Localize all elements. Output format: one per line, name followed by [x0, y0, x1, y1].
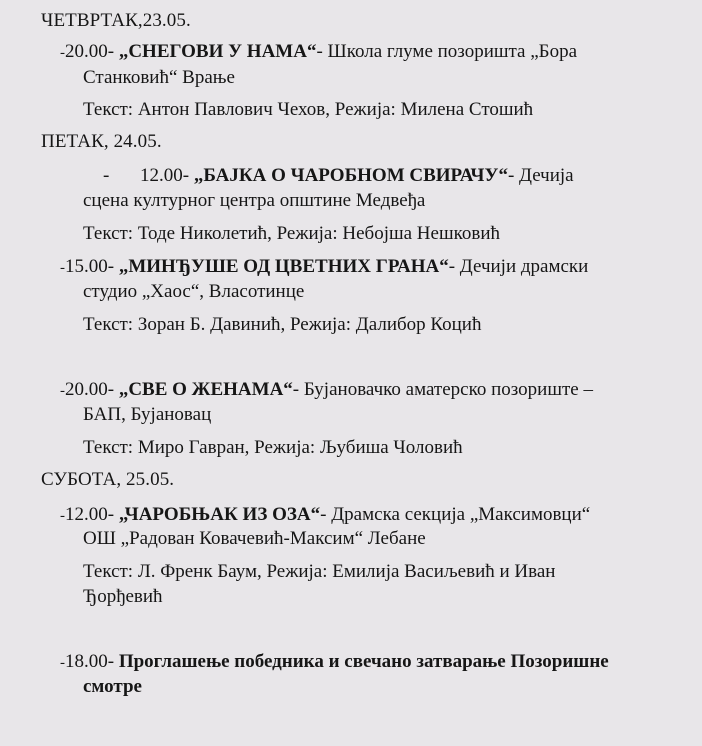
event-time: 12.00 [65, 504, 108, 525]
day-heading-friday: ПЕТАК, 24.05. [41, 131, 162, 152]
event-row: -12.00- „ЧАРОБЊАК ИЗ ОЗА“- Драмска секција „Максимовци“ [60, 504, 591, 525]
event-dash: - [103, 165, 110, 186]
event-row: -15.00- „МИНЂУШЕ ОД ЦВЕТНИХ ГРАНА“- Дечији драмски [60, 256, 589, 277]
event-time: 20.00 [65, 379, 108, 400]
event-dash: - [60, 260, 65, 276]
event-credits-continued: Ђорђевић [83, 586, 163, 607]
event-dash: - [60, 655, 65, 671]
event-row [103, 165, 109, 187]
event-title-continued: смотре [83, 676, 142, 697]
event-dash: - [60, 45, 65, 61]
event-time: 15.00 [65, 256, 108, 277]
event-row: -20.00- „СВЕ О ЖЕНАМА“- Бујановачко аматерско позориште – [60, 379, 593, 400]
event-dash: - [60, 383, 65, 399]
event-organizer-continued: Станковић“ Врање [83, 67, 235, 88]
event-row: 12.00- „БАЈКА О ЧАРОБНОМ СВИРАЧУ“- Дечија [140, 165, 574, 186]
event-organizer: - Драмска секција „Максимовци“ [320, 504, 591, 525]
event-dash: - [60, 508, 65, 524]
event-title: „ЧАРОБЊАК ИЗ ОЗА“ [118, 504, 321, 525]
event-organizer-continued: БАП, Бујановац [83, 404, 212, 425]
day-heading-thursday: ЧЕТВРТАК,23.05. [41, 10, 191, 31]
event-organizer: - Дечија [507, 165, 574, 186]
event-credits: Текст: Зоран Б. Давинић, Режија: Далибор Коцић [83, 314, 482, 335]
event-row: -20.00- „СНЕГОВИ У НАМА“- Школа глуме позоришта „Бора [60, 41, 577, 62]
event-time: 20.00 [65, 41, 108, 62]
event-credits: Текст: Антон Павлович Чехов, Режија: Милена Стошић [83, 99, 534, 120]
event-organizer: - Школа глуме позоришта „Бора [316, 41, 577, 62]
event-title: „СНЕГОВИ У НАМА“ [118, 41, 317, 62]
event-title: „СВЕ О ЖЕНАМА“ [118, 379, 293, 400]
event-organizer: - Бујановачко аматерско позориште – [292, 379, 593, 400]
event-credits: Текст: Тоде Николетић, Режија: Небојша Нешковић [83, 223, 500, 244]
event-organizer-continued: сцена културног центра општине Медвеђа [83, 190, 426, 211]
event-organizer-continued: ОШ „Радован Ковачевић-Максим“ Лебане [83, 528, 426, 549]
event-title: „МИНЂУШЕ ОД ЦВЕТНИХ ГРАНА“ [118, 256, 449, 277]
event-title: „БАЈКА О ЧАРОБНОМ СВИРАЧУ“ [193, 165, 508, 186]
event-organizer-continued: студио „Хаос“, Власотинце [83, 281, 305, 302]
event-time: 12.00 [140, 165, 183, 186]
event-row: -18.00- Проглашење победника и свечано затварање Позоришне [60, 651, 609, 672]
event-time: 18.00 [65, 651, 108, 672]
event-title: Проглашење победника и свечано затварање Позоришне [118, 651, 609, 672]
event-credits: Текст: Миро Гавран, Режија: Љубиша Чоловић [83, 437, 463, 458]
event-organizer: - Дечији драмски [448, 256, 589, 277]
event-credits: Текст: Л. Френк Баум, Режија: Емилија Васиљевић и Иван [83, 561, 556, 582]
day-heading-saturday: СУБОТА, 25.05. [41, 469, 175, 490]
